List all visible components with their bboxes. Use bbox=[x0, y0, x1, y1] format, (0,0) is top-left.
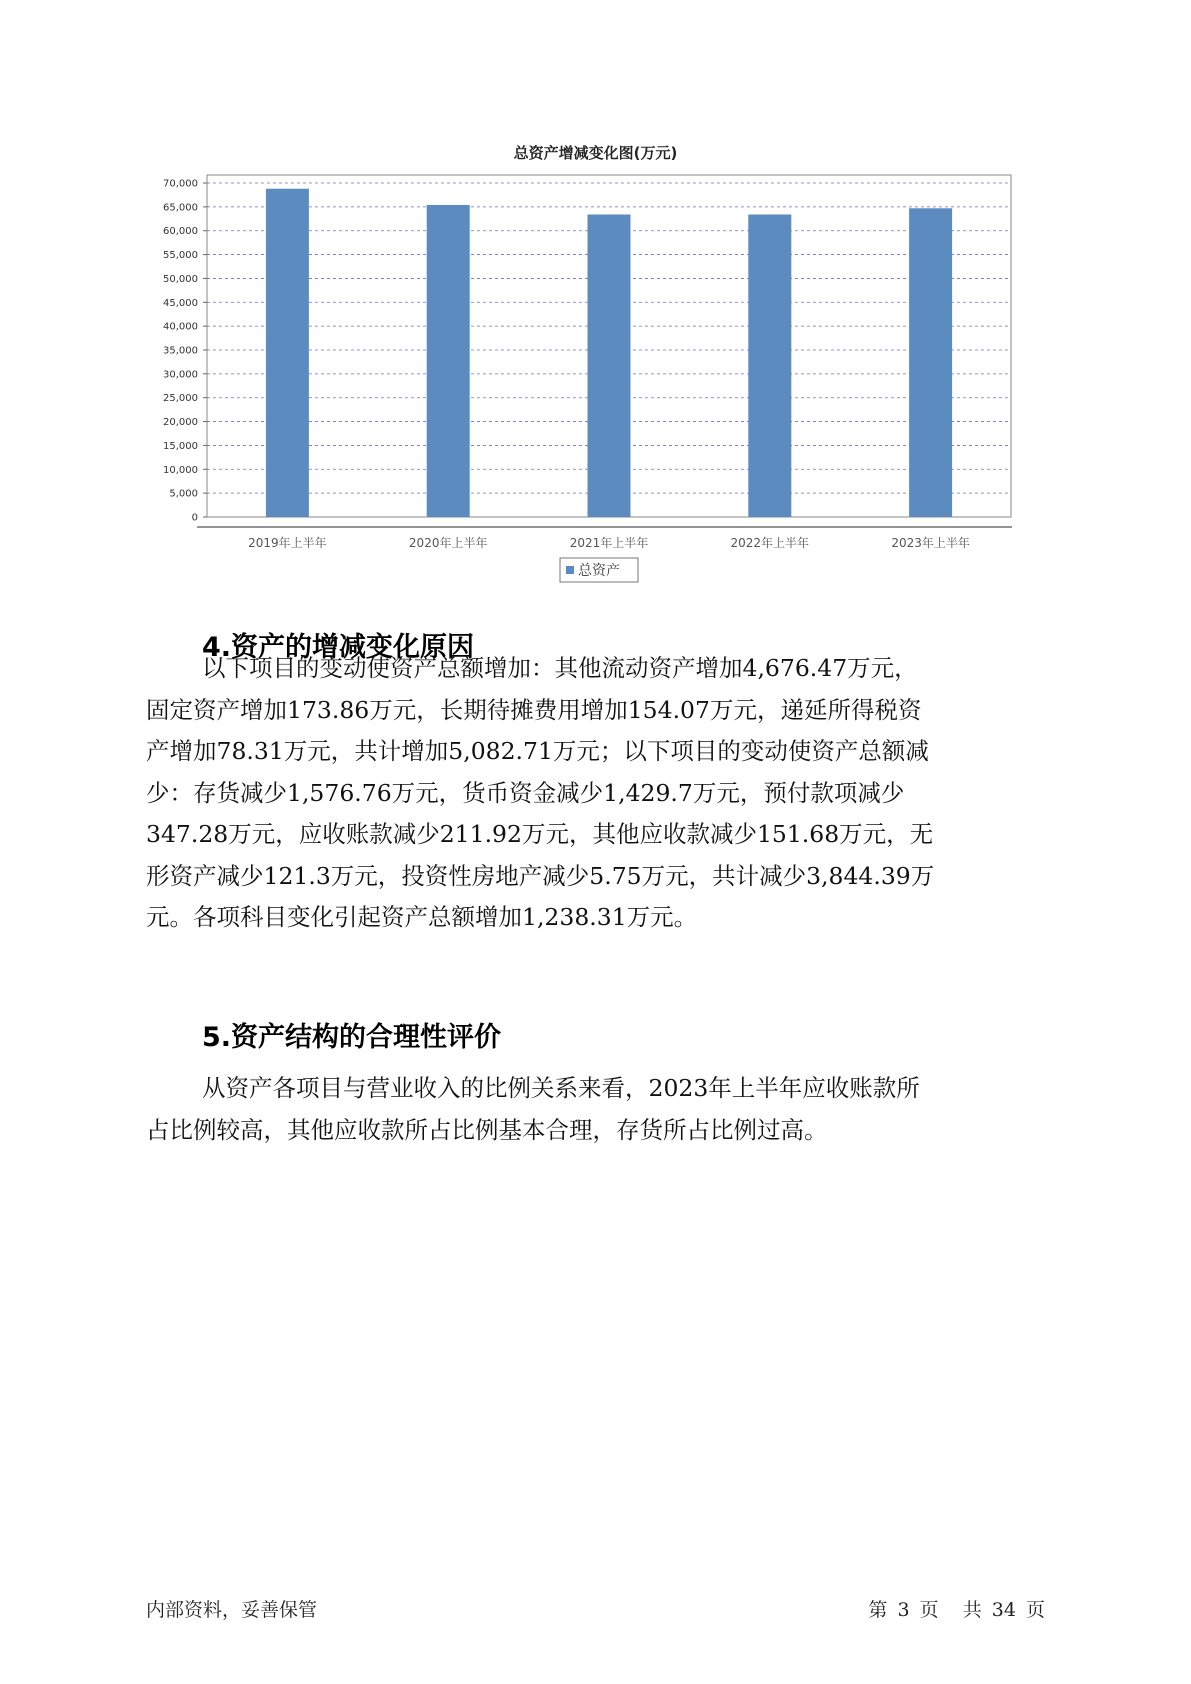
page-total-unit: 页 bbox=[1025, 1599, 1045, 1621]
paragraph-line: 347.28万元，应收账款减少211.92万元，其他应收款减少151.68万元，无 bbox=[146, 820, 934, 848]
y-tick-label: 65,000 bbox=[163, 202, 198, 214]
y-tick-label: 50,000 bbox=[163, 273, 198, 285]
legend-label: 总资产 bbox=[578, 563, 620, 579]
y-tick-label: 5,000 bbox=[169, 488, 198, 500]
x-tick-label: 2019年上半年 bbox=[248, 536, 327, 550]
paragraph-line: 少：存货减少1,576.76万元，货币资金减少1,429.7万元，预付款项减少 bbox=[146, 778, 905, 807]
y-tick-label: 70,000 bbox=[163, 178, 198, 190]
legend-swatch bbox=[566, 566, 574, 574]
footer-confidential-note: 内部资料，妥善保管 bbox=[146, 1599, 318, 1621]
total-assets-chart bbox=[0, 0, 1191, 600]
page-prefix: 第 bbox=[868, 1599, 888, 1621]
footer-page-number bbox=[864, 1595, 1045, 1622]
section-5-heading: 5.资产结构的合理性评价 bbox=[202, 1022, 502, 1053]
paragraph-line: 从资产各项目与营业收入的比例关系来看，2023年上半年应收账款所 bbox=[202, 1074, 920, 1102]
paragraph-line: 产增加78.31万元，共计增加5,082.71万元；以下项目的变动使资产总额减 bbox=[146, 737, 929, 765]
section-5-paragraph bbox=[146, 1068, 1046, 1151]
paragraph-line: 占比例较高，其他应收款所占比例基本合理，存货所占比例过高。 bbox=[146, 1115, 828, 1144]
bar bbox=[427, 205, 470, 517]
y-tick-label: 30,000 bbox=[163, 369, 198, 381]
section-4-paragraph bbox=[146, 648, 1046, 939]
section-4-heading: 4.资产的增减变化原因 bbox=[202, 632, 475, 663]
paragraph-line: 固定资产增加173.86万元，长期待摊费用增加154.07万元，递延所得税资 bbox=[146, 695, 922, 724]
paragraph-line: 形资产减少121.3万元，投资性房地产减少5.75万元，共计减少3,844.39万 bbox=[146, 861, 935, 890]
x-tick-label: 2023年上半年 bbox=[891, 536, 970, 550]
page-total: 34 bbox=[991, 1599, 1016, 1621]
y-tick-label: 20,000 bbox=[163, 417, 198, 429]
y-tick-label: 45,000 bbox=[163, 297, 198, 309]
page-unit: 页 bbox=[919, 1599, 939, 1621]
x-tick-label: 2022年上半年 bbox=[730, 536, 810, 550]
bar bbox=[266, 189, 309, 517]
y-tick-label: 35,000 bbox=[163, 345, 198, 357]
paragraph-line: 以下项目的变动使资产总额增加：其他流动资产增加4,676.47万元， bbox=[202, 654, 918, 682]
y-tick-label: 25,000 bbox=[163, 393, 198, 405]
y-tick-label: 0 bbox=[191, 512, 198, 524]
x-tick-label: 2020年上半年 bbox=[408, 536, 488, 550]
page-total-prefix: 共 bbox=[962, 1599, 982, 1621]
y-tick-label: 60,000 bbox=[163, 226, 198, 238]
y-tick-label: 15,000 bbox=[163, 440, 198, 452]
y-tick-label: 40,000 bbox=[163, 321, 198, 333]
bar bbox=[909, 208, 952, 517]
y-tick-label: 55,000 bbox=[163, 250, 198, 262]
bar bbox=[748, 214, 791, 517]
chart-title: 总资产增减变化图(万元) bbox=[513, 144, 678, 162]
bar bbox=[588, 214, 631, 517]
x-tick-label: 2021年上半年 bbox=[569, 536, 649, 550]
page-current: 3 bbox=[897, 1599, 910, 1621]
paragraph-line: 元。各项科目变化引起资产总额增加1,238.31万元。 bbox=[146, 903, 698, 931]
y-tick-label: 10,000 bbox=[163, 464, 198, 476]
